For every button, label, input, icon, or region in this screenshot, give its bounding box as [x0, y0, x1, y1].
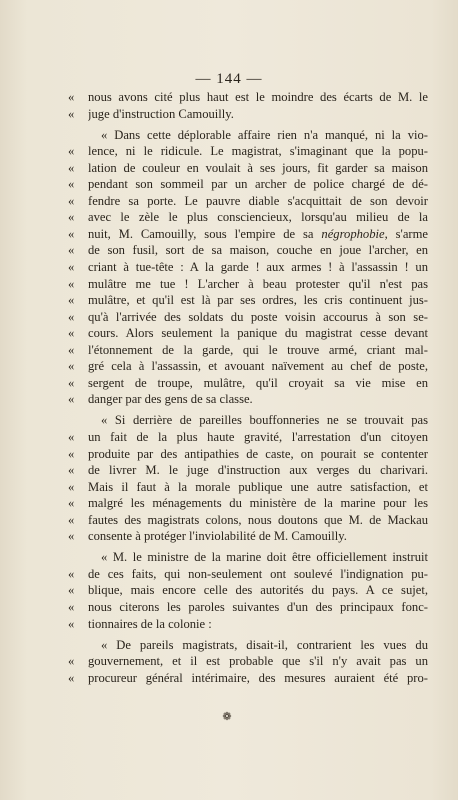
line-text: danger par des gens de sa classe. [88, 392, 253, 406]
line-text: « M. le ministre de la marine doit être officiellement instruit [101, 550, 428, 564]
page-number: — 144 — [195, 71, 263, 87]
line-text: avec le zèle le plus consciencieux, lorsqu'au milieu de la [88, 210, 428, 224]
text-line [0, 616, 458, 633]
text-line [0, 143, 458, 160]
text-line [0, 582, 458, 599]
text-line [0, 637, 458, 654]
text-line [0, 342, 458, 359]
line-text: nuit, M. Camouilly, sous l'empire de sa négrophobie, s'arme [88, 227, 428, 241]
quote-mark: « [68, 343, 75, 357]
line-text: blique, mais encore celle des autorités du pays. A ce sujet, [88, 583, 428, 597]
text-line [0, 566, 458, 583]
text-line [0, 429, 458, 446]
line-text: « Si derrière de pareilles bouffonneries ne se trouvait pas [101, 413, 428, 427]
quote-mark: « [68, 513, 75, 527]
line-text: lation de couleur en voulait à ses jours, fit garder sa maison [88, 161, 428, 175]
text-line [0, 106, 458, 123]
quote-mark: « [68, 243, 75, 257]
text-line [0, 276, 458, 293]
quote-mark: « [68, 654, 75, 668]
text-line [0, 446, 458, 463]
line-text: de livrer M. le juge d'instruction aux verges du charivari. [88, 463, 428, 477]
text-line [0, 375, 458, 392]
text-line [0, 309, 458, 326]
quote-mark: « [68, 392, 75, 406]
line-text: « Dans cette déplorable affaire rien n'a manqué, ni la vio- [101, 128, 428, 142]
line-text: juge d'instruction Camouilly. [88, 107, 234, 121]
quote-mark: « [68, 310, 75, 324]
text-line [0, 209, 458, 226]
quote-mark: « [68, 277, 75, 291]
text-line [0, 599, 458, 616]
text-line [0, 462, 458, 479]
text-line [0, 226, 458, 243]
quote-mark: « [68, 293, 75, 307]
line-text: procureur général intérimaire, des mesures auraient été pro- [88, 671, 428, 685]
text-line [0, 176, 458, 193]
text-line [0, 358, 458, 375]
text-line [0, 325, 458, 342]
quote-mark: « [68, 227, 75, 241]
quote-mark: « [68, 496, 75, 510]
line-text: fendre sa porte. Le pauvre diable s'acquittait de son devoir [88, 194, 428, 208]
line-text: produite par des antipathies de caste, on pourait se contenter [88, 447, 428, 461]
quote-mark: « [68, 90, 75, 104]
quote-mark: « [68, 600, 75, 614]
text-line [0, 495, 458, 512]
line-text: gré cela à l'assassin, et avouant naïvement au chef de poste, [88, 359, 428, 373]
quote-mark: « [68, 430, 75, 444]
ornament-mark: ❁ [222, 711, 232, 723]
text-line [0, 292, 458, 309]
line-text: tionnaires de la colonie : [88, 617, 212, 631]
line-text: malgré les ménagements du ministère de la marine pour les [88, 496, 428, 510]
line-text: qu'à l'arrivée des soldats du poste voisin accourus à son se- [88, 310, 428, 324]
line-text: criant à tue-tête : A la garde ! aux armes ! à l'assassin ! un [88, 260, 428, 274]
text-line [0, 479, 458, 496]
quote-mark: « [68, 480, 75, 494]
quote-mark: « [68, 210, 75, 224]
text-line [0, 127, 458, 144]
text-line [0, 89, 458, 106]
line-text: fautes des magistrats colons, nous doutons que M. de Mackau [88, 513, 428, 527]
quote-mark: « [68, 161, 75, 175]
quote-mark: « [68, 567, 75, 581]
line-text: de ces faits, qui non-seulement ont soulevé l'indignation pu- [88, 567, 428, 581]
line-text: nous avons cité plus haut est le moindre des écarts de M. le [88, 90, 428, 104]
line-text: cours. Alors seulement la panique du magistrat cesse devant [88, 326, 428, 340]
text-line [0, 549, 458, 566]
text-line [0, 160, 458, 177]
quote-mark: « [68, 144, 75, 158]
line-text: de son fusil, sort de sa maison, couche en joue l'archer, en [88, 243, 428, 257]
line-text: sergent de troupe, mulâtre, qu'il croyait sa vie mise en [88, 376, 428, 390]
line-text: pendant son sommeil par un archer de police chargé de dé- [88, 177, 428, 191]
text-line [0, 670, 458, 687]
text-line [0, 412, 458, 429]
text-line [0, 193, 458, 210]
line-text: mulâtre me tue ! L'archer à beau protester qu'il n'est pas [88, 277, 428, 291]
line-text: Mais il faut à la morale publique une autre satisfaction, et [88, 480, 428, 494]
quote-mark: « [68, 194, 75, 208]
quote-mark: « [68, 359, 75, 373]
quote-mark: « [68, 107, 75, 121]
text-line [0, 512, 458, 529]
quote-mark: « [68, 529, 75, 543]
line-text: lence, ni le ridicule. Le magistrat, s'imaginant que la popu- [88, 144, 428, 158]
text-line [0, 391, 458, 408]
quote-mark: « [68, 671, 75, 685]
quote-mark: « [68, 326, 75, 340]
line-text: gouvernement, et il est probable que s'il n'y avait pas un [88, 654, 428, 668]
quote-mark: « [68, 177, 75, 191]
line-text: « De pareils magistrats, disait-il, contrarient les vues du [101, 638, 428, 652]
text-line [0, 653, 458, 670]
quote-mark: « [68, 260, 75, 274]
quote-mark: « [68, 463, 75, 477]
line-text: mulâtre, et qu'il est là par ses ordres, les cris continuent jus- [88, 293, 428, 307]
text-line [0, 528, 458, 545]
line-text: un fait de la plus haute gravité, l'arrestation d'un citoyen [88, 430, 428, 444]
quote-mark: « [68, 583, 75, 597]
line-text: nous citerons les paroles suivantes d'un des principaux fonc- [88, 600, 428, 614]
quote-mark: « [68, 376, 75, 390]
quote-mark: « [68, 617, 75, 631]
quote-mark: « [68, 447, 75, 461]
text-line [0, 242, 458, 259]
line-text: consente à protéger l'inviolabilité de M. Camouilly. [88, 529, 347, 543]
text-line [0, 259, 458, 276]
line-text: l'étonnement de la garde, qui le trouve armé, criant mal- [88, 343, 428, 357]
